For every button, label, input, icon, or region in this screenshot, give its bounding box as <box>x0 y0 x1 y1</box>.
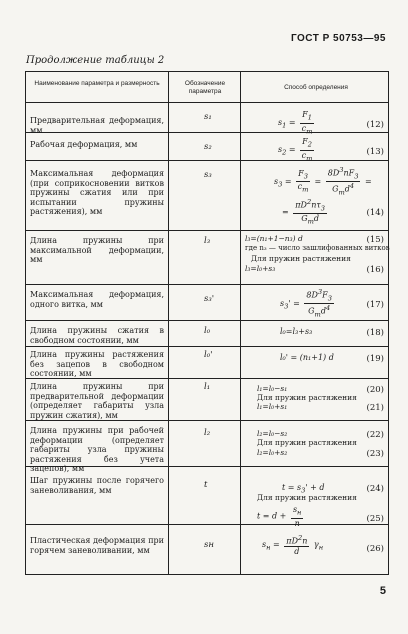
table-row-name: Пластическая деформация при горячем заневоливании, мм <box>30 536 164 555</box>
formula: $t = s_3' + d$ <box>282 483 325 495</box>
table-row-name: Длина пружины при предварительной деформации (определяет габариты узла пружин сжатия), мм <box>30 382 164 420</box>
equation-number: (19) <box>366 354 384 364</box>
formula-note: Для пружин растяжения <box>251 254 351 263</box>
col-header-param: Наименование параметра и размерность <box>34 80 160 87</box>
table-row-symbol: s₁ <box>204 112 212 122</box>
table-row-symbol: l₀' <box>204 350 213 360</box>
table-row-symbol: l₂ <box>204 428 211 438</box>
table-row-symbol: t <box>204 480 208 490</box>
formula-note: Для пружин растяжения <box>257 438 357 447</box>
col-header-symbol: Обозначение параметра <box>184 80 226 95</box>
table-row-symbol: s₃ <box>204 170 212 180</box>
equation-number: (17) <box>366 300 384 310</box>
formula: l₁=l₀+s₁ <box>257 402 288 411</box>
formula: = $\frac{\pi D^2n\tau_3}{G_тd}$ <box>282 198 326 226</box>
equation-number: (23) <box>366 449 384 459</box>
table-continuation-label: Продолжение таблицы 2 <box>26 55 165 66</box>
col-header-method: Способ определения <box>284 84 348 91</box>
formula: l₃=l₀+s₃ <box>245 264 276 273</box>
formula: l₂=l₀+s₂ <box>257 448 288 457</box>
formula: t = d + $\frac{s_н}{n}$ <box>257 505 302 528</box>
parameters-table <box>25 71 389 575</box>
equation-number: (12) <box>366 120 384 130</box>
table-row-name: Рабочая деформация, мм <box>30 140 138 149</box>
table-row-name: Максимальная деформация, одного витка, мм <box>30 290 164 309</box>
table-row-symbol: s₂ <box>204 142 212 152</box>
equation-number: (26) <box>366 544 384 554</box>
table-row-name: Шаг пружины после горячего заневоливания, мм <box>30 476 164 495</box>
table-row-symbol: l₀ <box>204 326 211 336</box>
formula: l₁=l₀−s₁ <box>257 384 288 393</box>
table-row-symbol: l₃ <box>204 236 211 246</box>
formula: $s_3$ = $\frac{F_3}{c_т}$ = $\frac{8D^3nF_3}{G_тd^4}$ = <box>274 166 372 197</box>
formula: l₂=l₀−s₂ <box>257 429 288 438</box>
formula: l₃=(n₁+1−n₃) d <box>245 234 303 243</box>
document-header: ГОСТ Р 50753—95 <box>290 33 386 44</box>
formula: $s_3'$ = $\frac{8D^3F_3}{G_тd^4}$ <box>280 288 332 319</box>
table-row-name: Длина пружины при рабочей деформации (определяет габариты узла пружины растяжения без учета зацепов), мм <box>30 426 164 473</box>
table-row-symbol: l₁ <box>204 382 211 392</box>
formula-note: где n₃ — число зашлифованных витков <box>245 244 390 252</box>
formula: $s_н$ = $\frac{\pi D^2n}{d}$ $\gamma_н$ <box>262 534 324 556</box>
table-row-name: Максимальная деформация (при соприкосновении витков пружины сжатия или при испытании пружины растяжения), мм <box>30 169 164 216</box>
formula: $s_2$ = $\frac{F_2}{c_т}$ <box>278 137 313 163</box>
table-row-symbol: sн <box>204 540 214 550</box>
formula: $s_1$ = $\frac{F_1}{c_т}$ <box>278 110 313 136</box>
equation-number: (16) <box>366 265 384 275</box>
table-row-name: Длина пружины растяжения без зацепов в свободном состоянии, мм <box>30 350 164 378</box>
table-row-name: Длина пружины при максимальной деформации, мм <box>30 236 164 264</box>
equation-number: (18) <box>366 328 384 338</box>
equation-number: (15) <box>366 235 384 245</box>
equation-number: (25) <box>366 514 384 524</box>
equation-number: (14) <box>366 208 384 218</box>
formula-note: Для пружин растяжения <box>257 393 357 402</box>
formula: l₀=l₃+s₃ <box>280 327 313 336</box>
table-row-symbol: s₃' <box>204 294 215 304</box>
equation-number: (21) <box>366 403 384 413</box>
equation-number: (20) <box>366 385 384 395</box>
equation-number: (24) <box>366 484 384 494</box>
page-number: 5 <box>379 585 386 597</box>
formula-note: Для пружин растяжения <box>257 493 357 502</box>
formula: l₀' = (n₁+1) d <box>280 353 334 362</box>
table-row-name: Длина пружины сжатия в свободном состоянии, мм <box>30 326 164 345</box>
equation-number: (13) <box>366 147 384 157</box>
equation-number: (22) <box>366 430 384 440</box>
table-row-name: Предварительная деформация, мм <box>30 116 164 135</box>
